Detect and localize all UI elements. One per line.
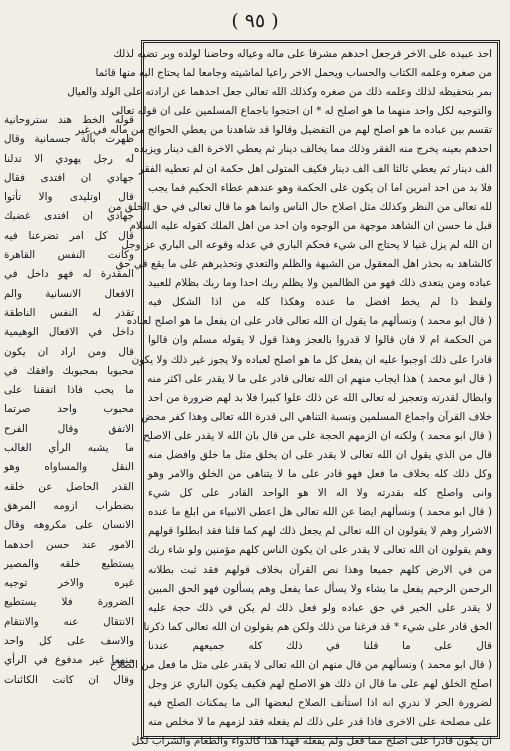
- main-text-line: والتوجيه لكل واحد منهما ما هو اصلح له * ان احتجوا باجماع المسلمين على ان قوله تعالى: [111, 105, 492, 118]
- main-text-line: وابطال لقدرته وتعجيز له تعالى الله عن ذلك علوا كبيرا فلا بد لهم ضرورة من احد: [148, 391, 492, 404]
- main-text-line: قادرا على ذلك اوجبوا عليه ان يفعل كل ما هو اصلح لعباده ولا يجوز غير ذلك ولا يكون: [131, 353, 492, 366]
- margin-text-line: الانسان على مكروهه وقال: [4, 519, 134, 532]
- margin-text-line: محبوبا بمحبوبك وافقك في: [4, 364, 134, 377]
- main-text-line: عباده ومن يتعدى ذلك فهو من الظالمين ولا يظلم ربك احدا وما ربك بظلام للعبيد: [148, 277, 492, 290]
- main-text-line: خلاف القرآن واجماع المسلمين ونسبة التناهي الى قدرة الله تعالى وهذا كفر محض: [141, 410, 492, 423]
- margin-text-line: بضطراب ازومه المرهق: [4, 499, 134, 512]
- main-text-line: اصلح الخلق لهم على ما قال ان ذلك هو الاصلح لهم فكيف يكون الباري عز وجل: [148, 678, 492, 691]
- main-text-line: على مصلحة على الاخرى فاذا قدر على ذلك لم يفعله فقد لزمهم ما لا مخلص منه: [148, 716, 492, 729]
- margin-text-line: الانتقال عنه والانتقام: [4, 615, 134, 628]
- main-text-line: الاشرار وهم لا يقولون ان الله تعالى لم يجعل ذلك لهم كما قلنا فقد ابطلوا قولهم: [148, 525, 492, 538]
- margin-text-line: منهما غير مدفوع في الرأي: [4, 654, 134, 667]
- main-text-line: وهم يقولون ان الله تعالى لا يقدر على ان يكون الناس كلهم مؤمنين ولو شاء ربك: [148, 544, 492, 557]
- main-text-line: وكل ذلك كله بخلاف ما فعل فهو قادر على ما لا يتناهى من الخلق والامر وهو: [148, 468, 492, 481]
- main-text-line: بمر بتحفيظه لذلك وعلمه ذلك من صغره وكذلك الله تعالى جعل احدهما عن ارادته على الولد والعيال: [67, 86, 492, 99]
- margin-text-line: الاتفق وقال الفرح: [4, 422, 134, 435]
- margin-text-line: القدر الحاصل عن خلقه: [4, 480, 134, 493]
- main-text-line: احد عبيده على الاخر فرجعل احدهم مشرفا على ماله وعياله وحاضنا لولده وبر تضيه لذلك: [113, 48, 492, 60]
- main-text-line: قال من الذي يقول ان الله تعالى لا يقدر على ان يخلق مثل ما خلق وافضل منه: [148, 448, 492, 461]
- margin-text-line: جهادي ان افتدى فقال: [4, 171, 134, 184]
- main-text-line: ان يكون قادرا على اصلح مما فعل ولم يفعله فهذا هذا كالدواء والطعام والشراب لكل: [131, 735, 492, 748]
- margin-text-line: جهادي ان افتدى غضبك: [4, 210, 134, 223]
- main-text-line: تقسم بين عباده ما هو اصلح لهم من التفضيل وقالوا قد شاهدنا من يعطي الحوائج من ماله في غير: [75, 124, 492, 137]
- margin-text-line: قال اوتليدى والا تأتوا: [4, 191, 134, 204]
- main-text-line: الرحمن الرحيم يفعل ما يشاء ولا يسأل عما يفعل وهم يسألون فهو الحق المبين: [148, 582, 492, 595]
- margin-text-line: ما يحب فاذا اتفقنا على: [4, 384, 134, 397]
- main-text-line: الف دينار ثم يعطي ثالثا الف الف دينار فكيف المتولى اهل حكمة ان لم تعطيه الفقر: [138, 162, 492, 175]
- margin-text-line: قوله الخط هند ستروحانية: [4, 114, 134, 126]
- main-text-line: لضرورة الحر لا ندري انه اذا استأنف الصلاح لبعضها الى ما يمكنات الصلح فيه: [148, 697, 492, 710]
- margin-text-line: النقل والمساواه وهو: [4, 461, 134, 474]
- main-text-line: من في الارض كلهم جميعا وهذا نص القرآن بخلاف قولهم فقد ثبت بطلانه: [148, 563, 492, 576]
- margin-text-line: داخل في الافعال الوهيمية: [4, 326, 134, 339]
- main-text-line: وانى واصلح كله بقدرته ولا اله الا هو الواحد القادر على كل شيء: [148, 487, 492, 500]
- margin-text-line: وقال ان كانت الكائنات: [4, 673, 134, 686]
- margin-text-line: الامور عند حسن احدهما: [4, 538, 134, 551]
- margin-text-line: وكانت النفس القاهرة: [4, 249, 134, 262]
- margin-text-line: ظهرت بآلة جسمانية وقال: [4, 133, 134, 146]
- main-text-line: ( قال ابو محمد ) هذا ايجاب منهم ان الله تعالى قادر على ما لا يقدر على اكثر منه: [147, 372, 492, 385]
- margin-text-line: غيره والاخر توجيه: [4, 577, 134, 590]
- main-text-line: ( قال ابو محمد ) ونسألهم ما يقول ان الله تعالى قادر على ان يفعل ما هو اصلح لعباده: [126, 315, 492, 328]
- margin-text-line: يستطيع خلقه والمصير: [4, 557, 134, 570]
- main-text-line: ولفظ ذا لم يخط افضل ما عنده وهكذا كله من اذا الشكل فيه: [148, 296, 492, 309]
- main-text-line: احدهم بعينه يخرج منه الفقر وذلك مما يخالف دينار ثم يعطي الاخرة الف دينار ويزيده: [134, 143, 492, 156]
- main-text-line: فلا بد من احد امرين اما ان يكون على الحكمة وهو عندهم عطاء الحكيم فما يجب: [148, 181, 492, 194]
- main-text-line: ( قال ابو محمد ) ونسألهم ايضا عن الله تعالى هل اعطى الانبياء من ابلغ ما عنده: [148, 506, 492, 519]
- margin-text-line: قال ومن اراد ان يكون: [4, 345, 134, 358]
- margin-text-line: له رجل يهودي الا تدلنا: [4, 152, 134, 165]
- margin-text-line: الضرورة فلا يستطيع: [4, 596, 134, 609]
- margin-text-line: تقدر له النفس الناطقة: [4, 306, 134, 319]
- main-text-line: قال على ما قلنا في ذلك كله جميعهم عندنا: [148, 639, 492, 652]
- main-text-line: الحق قادر على شيء * قد فرغنا من ذلك ولكن هم يقولون ان الله تعالى كما ذكرنا: [143, 620, 492, 633]
- margin-text-line: محبوب واحد صرتما: [4, 403, 134, 416]
- margin-text-line: قال كل امر تضرعنا فيه: [4, 229, 134, 242]
- main-text-line: قبل ما حسن ان الشاهد موجهة من الوجوه وان احد من اهل الملك كقوله عليه السلام: [129, 219, 492, 232]
- main-text-line: لا يقدر على الخير في حق عباده ولو فعل ذلك لم يكن في ذلك حجة عليه: [148, 601, 492, 614]
- main-text-line: من الحكمة ام لا فان قالوا لا قدروا بالعجز وهذا قول لا يقوله مسلم وان قالوا: [148, 334, 492, 347]
- margin-text-line: والاسف على كل واحد: [4, 635, 134, 648]
- page-number: ( ٩٥ ): [231, 10, 279, 32]
- main-text-line: ( قال ابو محمد ) ونسألهم من قال منهم ان الله تعالى لا يقدر على مثل ما فعل من الصلاح: [109, 659, 492, 671]
- margin-text-line: المقدرة له فهو داخل في: [4, 268, 134, 281]
- main-text-line: ان الله لم يزل غنيا لا يحتاج الى شيء فحكم الباري في عدله وقوعه الى الباري عز وجل: [121, 238, 492, 251]
- margin-text-line: ما يشبه الرأي الغالب: [4, 442, 134, 455]
- main-text-line: ( قال ابو محمد ) ولكنه ان الزمهم الحجة على من قال بان الله لا يقدر على الاصلح: [143, 429, 492, 442]
- main-text-line: لله تعالى من النظر وكذلك مثل اصلاح حال الناس وانما هو ما قال تعالى في حق الخلق من: [107, 200, 492, 213]
- margin-text-line: الافعال الانسانية والم: [4, 287, 134, 300]
- main-text-line: من صغره وعلمه الكتاب والحساب ويحمل الاخر راعيا لماشيته وجامعا لما يحتاج اليه منها قائما: [95, 67, 492, 80]
- main-text-line: كالشاهد به بحذر اهل المعقول من الشبهة والظلم والتعدي وتحذيرهم على ما يقع في حق: [115, 258, 492, 271]
